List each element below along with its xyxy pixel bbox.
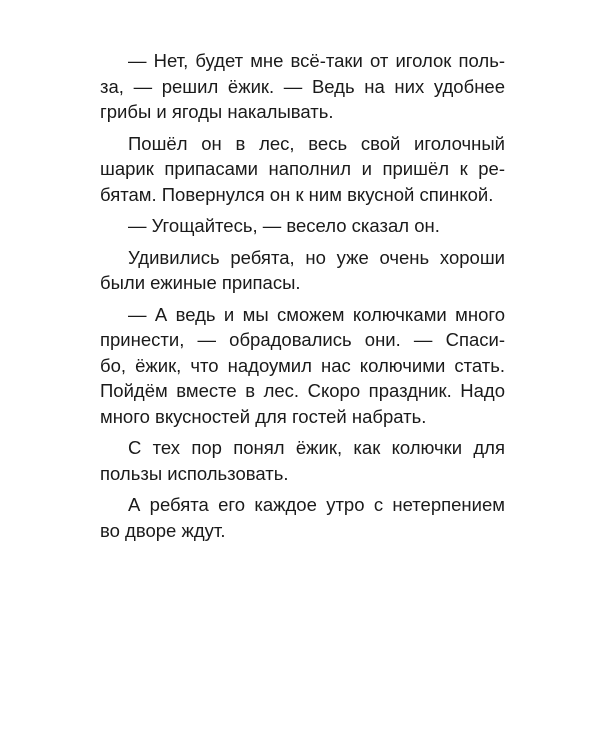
text-line: во дворе ждут. bbox=[100, 519, 226, 541]
paragraph-4 bbox=[100, 245, 505, 296]
text-line: — Нет, будет мне всё-таки от иголок поль- bbox=[128, 50, 505, 71]
text-line: — Угощайтесь, — весело сказал он. bbox=[128, 215, 440, 236]
paragraph-6 bbox=[100, 435, 505, 486]
text-line: А ребята его каждое утро с нетерпением bbox=[128, 494, 505, 515]
text-line: грибы и ягоды накалывать. bbox=[100, 101, 334, 122]
paragraph-5 bbox=[100, 302, 505, 430]
text-line: бятам. Повернулся он к ним вкусной спинкой. bbox=[100, 183, 494, 205]
text-line: Удивились ребята, но уже очень хороши bbox=[128, 246, 505, 268]
text-line: Пошёл он в лес, весь свой иголочный bbox=[128, 132, 505, 154]
paragraph-7 bbox=[100, 492, 505, 543]
text-line: много вкусностей для гостей набрать. bbox=[100, 405, 427, 427]
text-line: были ежиные припасы. bbox=[100, 272, 301, 293]
text-line: принести, — обрадовались они. — Спаси- bbox=[100, 329, 505, 350]
text-line: бо, ёжик, что надоумил нас колючими стать. bbox=[100, 354, 505, 376]
paragraph-1 bbox=[100, 48, 505, 125]
text-line: Пойдём вместе в лес. Скоро праздник. Надо bbox=[100, 380, 505, 401]
text-line: шарик припасами наполнил и пришёл к ре- bbox=[100, 158, 505, 179]
paragraph-2 bbox=[100, 131, 505, 208]
text-line: пользы использовать. bbox=[100, 462, 289, 484]
text-line: С тех пор понял ёжик, как колючки для bbox=[128, 437, 505, 458]
text-line: за, — решил ёжик. — Ведь на них удобнее bbox=[100, 75, 505, 97]
text-line: — А ведь и мы сможем колючками много bbox=[128, 303, 505, 325]
paragraph-3 bbox=[100, 213, 505, 239]
story-text bbox=[100, 48, 505, 549]
